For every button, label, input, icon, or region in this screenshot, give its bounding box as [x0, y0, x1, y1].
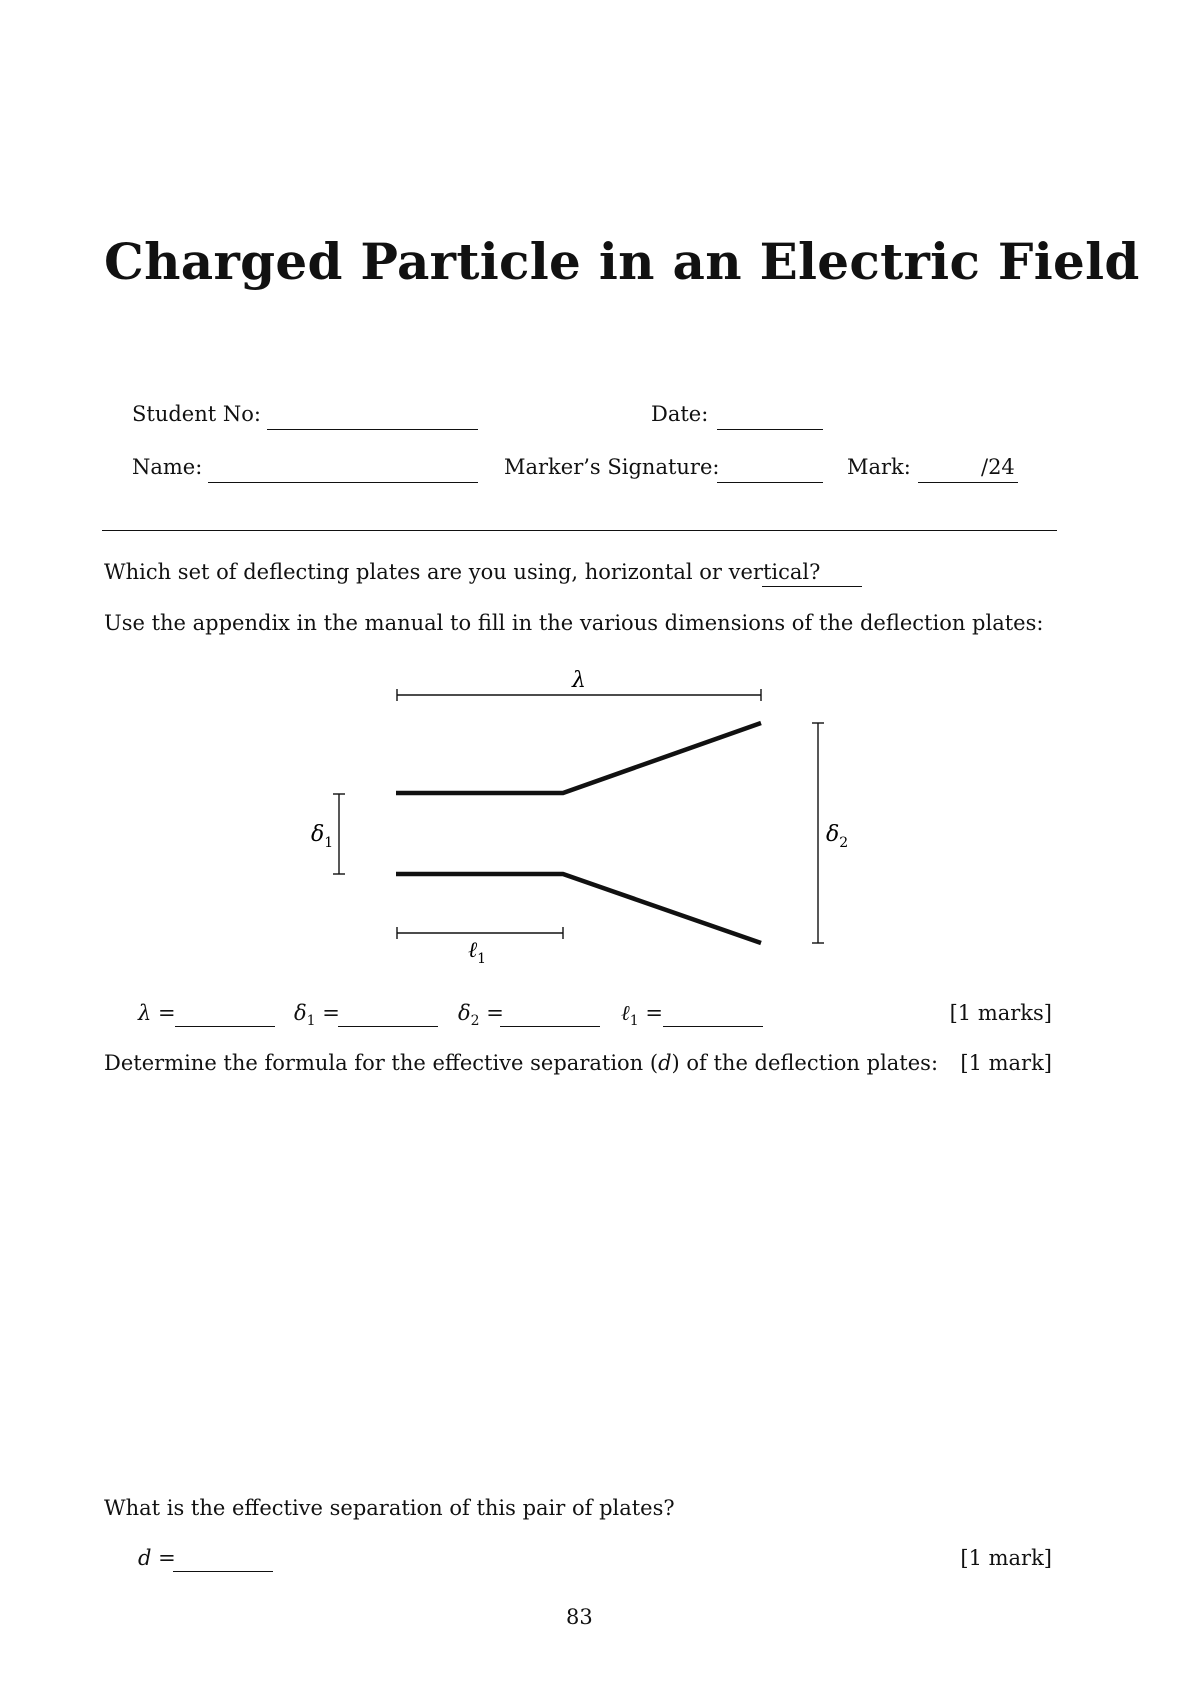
marker-signature-label: Marker’s Signature: — [504, 455, 720, 479]
student-no-label: Student No: — [132, 402, 261, 426]
delta2-dimension — [812, 723, 824, 943]
delta1-dimension — [333, 794, 345, 874]
ell1-label: ℓ$_1$ — [468, 938, 487, 967]
delta2-label: $\delta_2$ — [826, 822, 849, 851]
page-title: Charged Particle in an Electric Field — [104, 232, 1140, 291]
upper-plate — [396, 723, 761, 793]
question-plates-orientation: Which set of deflecting plates are you using, horizontal or vertical? — [104, 560, 821, 584]
lambda-answer-field[interactable] — [175, 1026, 275, 1027]
mark-total: /24 — [981, 455, 1015, 479]
delta1-answer-label: $\delta_1$ = — [294, 1001, 340, 1030]
date-label: Date: — [651, 402, 709, 426]
question-effective-separation-value: What is the effective separation of this pair of plates? — [104, 1496, 675, 1520]
d-answer-field[interactable] — [173, 1571, 273, 1572]
ell1-answer-field[interactable] — [663, 1026, 763, 1027]
delta1-answer-field[interactable] — [338, 1026, 438, 1027]
question-effective-separation-formula: Determine the formula for the effective separation (d) of the deflection plates: — [104, 1051, 939, 1075]
delta1-label: $\delta_1$ — [311, 822, 334, 851]
question-dimensions: Use the appendix in the manual to fill in the various dimensions of the deflection plates: — [104, 611, 1044, 635]
formula-marks: [1 mark] — [960, 1051, 1052, 1075]
lambda-answer-label: λ = — [138, 1001, 176, 1025]
name-label: Name: — [132, 455, 203, 479]
mark-label: Mark: — [847, 455, 911, 479]
separation-marks: [1 mark] — [960, 1546, 1052, 1570]
ell1-answer-label: ℓ$_1$ = — [621, 1001, 663, 1030]
delta2-answer-field[interactable] — [500, 1026, 600, 1027]
d-answer-label: d = — [138, 1546, 176, 1570]
page-number: 83 — [566, 1605, 593, 1629]
ell1-dimension — [397, 927, 563, 939]
dimensions-marks: [1 marks] — [949, 1001, 1052, 1025]
delta2-answer-label: $\delta_2$ = — [458, 1001, 504, 1030]
lambda-label: λ — [572, 668, 586, 693]
